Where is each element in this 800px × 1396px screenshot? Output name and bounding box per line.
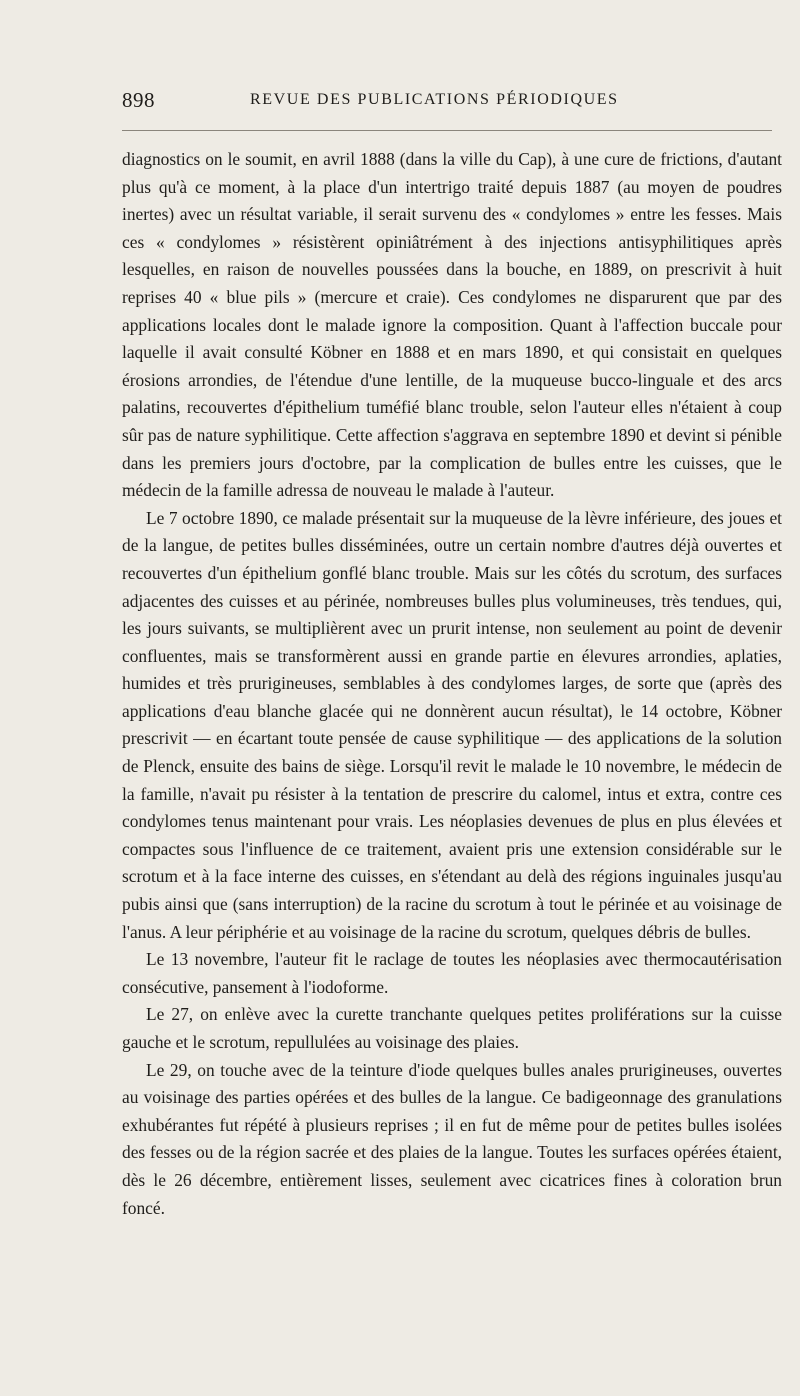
header-rule (122, 130, 772, 131)
running-title: REVUE DES PUBLICATIONS PÉRIODIQUES (250, 91, 619, 108)
page-header (122, 88, 782, 118)
body-text (122, 146, 782, 1222)
page-number: 898 (122, 88, 155, 112)
paragraph: Le 13 novembre, l'auteur fit le raclage de toutes les néoplasies avec thermocautérisation consécutive, pansement à l'iodoforme. (122, 949, 782, 997)
paragraph: diagnostics on le soumit, en avril 1888 (dans la ville du Cap), à une cure de frictions, d'autant plus qu'à ce moment, à la place d'un intertrigo traité depuis 1887 (au moyen de poudres inertes) avec un résultat variable, il serait survenu des « condylomes » entre les fesses. Mais ces « condylomes » résistèrent opiniâtrément à des injections antisyphilitiques après lesquelles, en raison de nouvelles poussées dans la bouche, en 1889, on prescrivit à huit reprises 40 « blue pils » (mercure et craie). Ces condylomes ne disparurent que par des applications locales dont le malade ignore la composition. Quant à l'affection buccale pour laquelle il avait consulté Köbner en 1888 et en mars 1890, et qui consistait en quelques érosions arrondies, de l'étendue d'une lentille, de la muqueuse bucco-linguale et des arcs palatins, recouvertes d'épithelium tuméfié blanc trouble, selon l'auteur elles n'étaient à coup sûr pas de nature syphilitique. Cette affection s'aggrava en septembre 1890 et devint si pénible dans les premiers jours d'octobre, par la complication de bulles entre les cuisses, que le médecin de la famille adressa de nouveau le malade à l'auteur. (122, 149, 782, 501)
paragraph: Le 29, on touche avec de la teinture d'iode quelques bulles anales prurigineuses, ouvertes au voisinage des parties opérées et des bulles de la langue. Ce badigeonnage des granulations exhubérantes fut répété à plusieurs reprises ; il en fut de même pour de petites bulles isolées des fesses ou de la région sacrée et des plaies de la langue. Toutes les surfaces opérées étaient, dès le 26 décembre, entièrement lisses, seulement avec cicatrices fines à coloration brun foncé. (122, 1059, 782, 1218)
paragraph: Le 7 octobre 1890, ce malade présentait sur la muqueuse de la lèvre inférieure, des joues et de la langue, de petites bulles disséminées, outre un certain nombre d'autres déjà ouvertes et recouvertes d'un épithelium gonflé blanc trouble. Mais sur les côtés du scrotum, des surfaces adjacentes des cuisses et au périnée, nombreuses bulles plus volumineuses, très tendues, qui, les jours suivants, se multiplièrent avec un prurit intense, non seulement au point de devenir confluentes, mais se transformèrent aussi en grande partie en élevures arrondies, aplaties, humides et très prurigineuses, semblables à des condylomes larges, de sorte que (après des applications d'eau blanche glacée qui ne donnèrent aucun résultat), le 14 octobre, Köbner prescrivit — en écartant toute pensée de cause syphilitique — des applications de la solution de Plenck, ensuite des bains de siège. Lorsqu'il revit le malade le 10 novembre, le médecin de la famille, n'avait pu résister à la tentation de prescrire du calomel, intus et extra, contre ces condylomes tenus maintenant pour vrais. Les néoplasies devenues de plus en plus élevées et compactes sous l'influence de ce traitement, avaient pris une extension considérable sur le scrotum et à la face interne des cuisses, en s'étendant au delà des régions inguinales jusqu'au pubis ainsi que (sans interruption) de la racine du scrotum à tout le périnée et au voisinage de l'anus. A leur périphérie et au voisinage de la racine du scrotum, quelques débris de bulles. (122, 507, 782, 942)
paragraph: Le 27, on enlève avec la curette tranchante quelques petites proliférations sur la cuisse gauche et le scrotum, repullulées au voisinage des plaies. (122, 1004, 782, 1052)
